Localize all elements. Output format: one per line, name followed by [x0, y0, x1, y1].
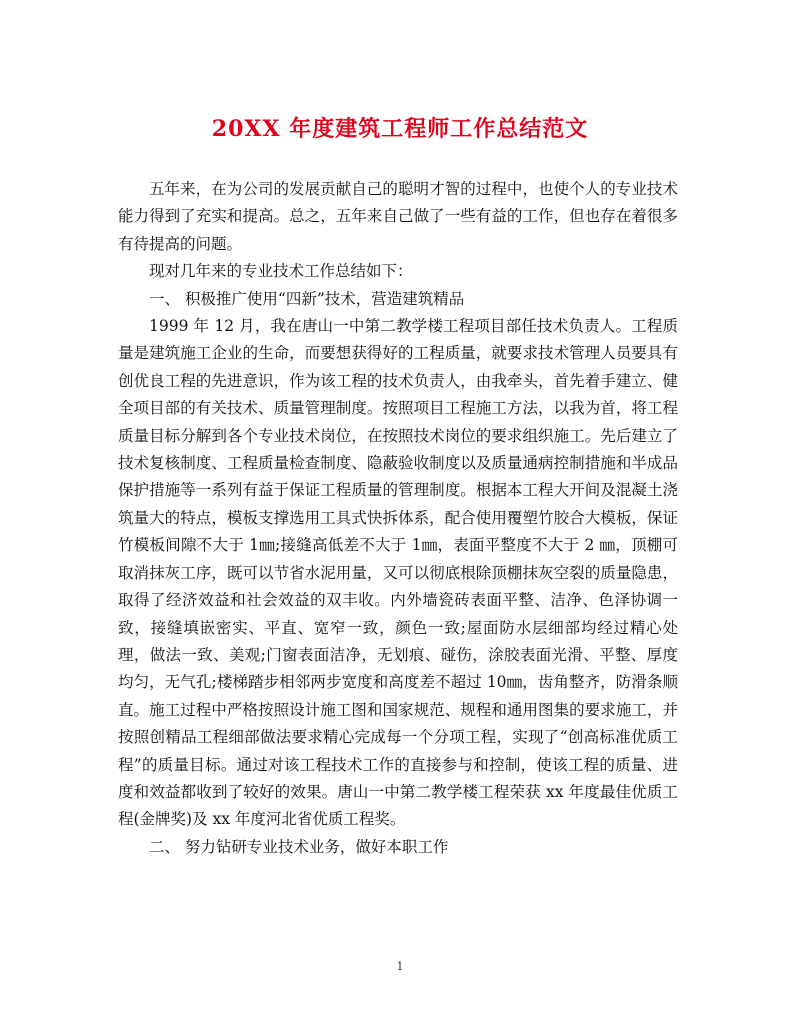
paragraph-intro: 五年来，在为公司的发展贡献自己的聪明才智的过程中，也使个人的专业技术能力得到了充实和提高。总之，五年来自己做了一些有益的工作，但也存在着很多有待提高的问题。: [118, 180, 678, 253]
paragraph-summary-lead: 现对几年来的专业技术工作总结如下：: [149, 262, 413, 281]
document-title: 20XX 年度建筑工程师工作总结范文: [211, 116, 589, 142]
paragraph-section-1: 1999 年 12 月，我在唐山一中第二教学楼工程项目部任技术负责人。工程质量是建筑施工企业的生命，而要想获得好的工程质量，就要求技术管理人员要具有创优良工程的先进意识，作为该工程的技术负责人，由我牵头，首先着手建立、健全项目部的有关技术、质量管理制度。按照项目工程施工方法，以我为首，将工程质量目标分解到各个专业技术岗位，在按照技术岗位的要求组织施工。先后建立了技术复核制度、工程质量检查制度、隐蔽验收制度以及质量通病控制措施和半成品保护措施等一系列有益于保证工程质量的管理制度。根据本工程大开间及混凝土浇筑量大的特点，模板支撑选用工具式快拆体系，配合使用覆塑竹胶合大模板，保证竹模板间隙不大于 1㎜;接缝高低差不大于 1㎜，表面平整度不大于 2 ㎜，顶棚可取消抹灰工序，既可以节省水泥用量，又可以彻底根除顶棚抹灰空裂的质量隐患，取得了经济效益和社会效益的双丰收。内外墙瓷砖表面平整、洁净、色泽协调一致，接缝填嵌密实、平直、宽窄一致，颜色一致;屋面防水层细部均经过精心处理，做法一致、美观;门窗表面洁净，无划痕、碰伤，涂胶表面光滑、平整、厚度均匀，无气孔;楼梯踏步相邻两步宽度和高度差不超过 10㎜，齿角整齐，防滑条顺直。施工过程中严格按照设计施工图和国家规范、规程和通用图集的要求施工，并按照创精品工程细部做法要求精心完成每一个分项工程，实现了“创高标准优质工程”的质量目标。通过对该工程技术工作的直接参与和控制，使该工程的质量、进度和效益都收到了较好的效果。唐山一中第二教学楼工程荣获 xx 年度最佳优质工程(金牌奖)及 xx 年度河北省优质工程奖。: [118, 317, 678, 829]
page-number: 1: [396, 960, 404, 973]
section-heading-1: 一、 积极推广使用“四新”技术，营造建筑精品: [149, 289, 465, 308]
section-heading-2: 二、 努力钻研专业技术业务，做好本职工作: [149, 837, 449, 856]
document-body: [118, 176, 678, 861]
